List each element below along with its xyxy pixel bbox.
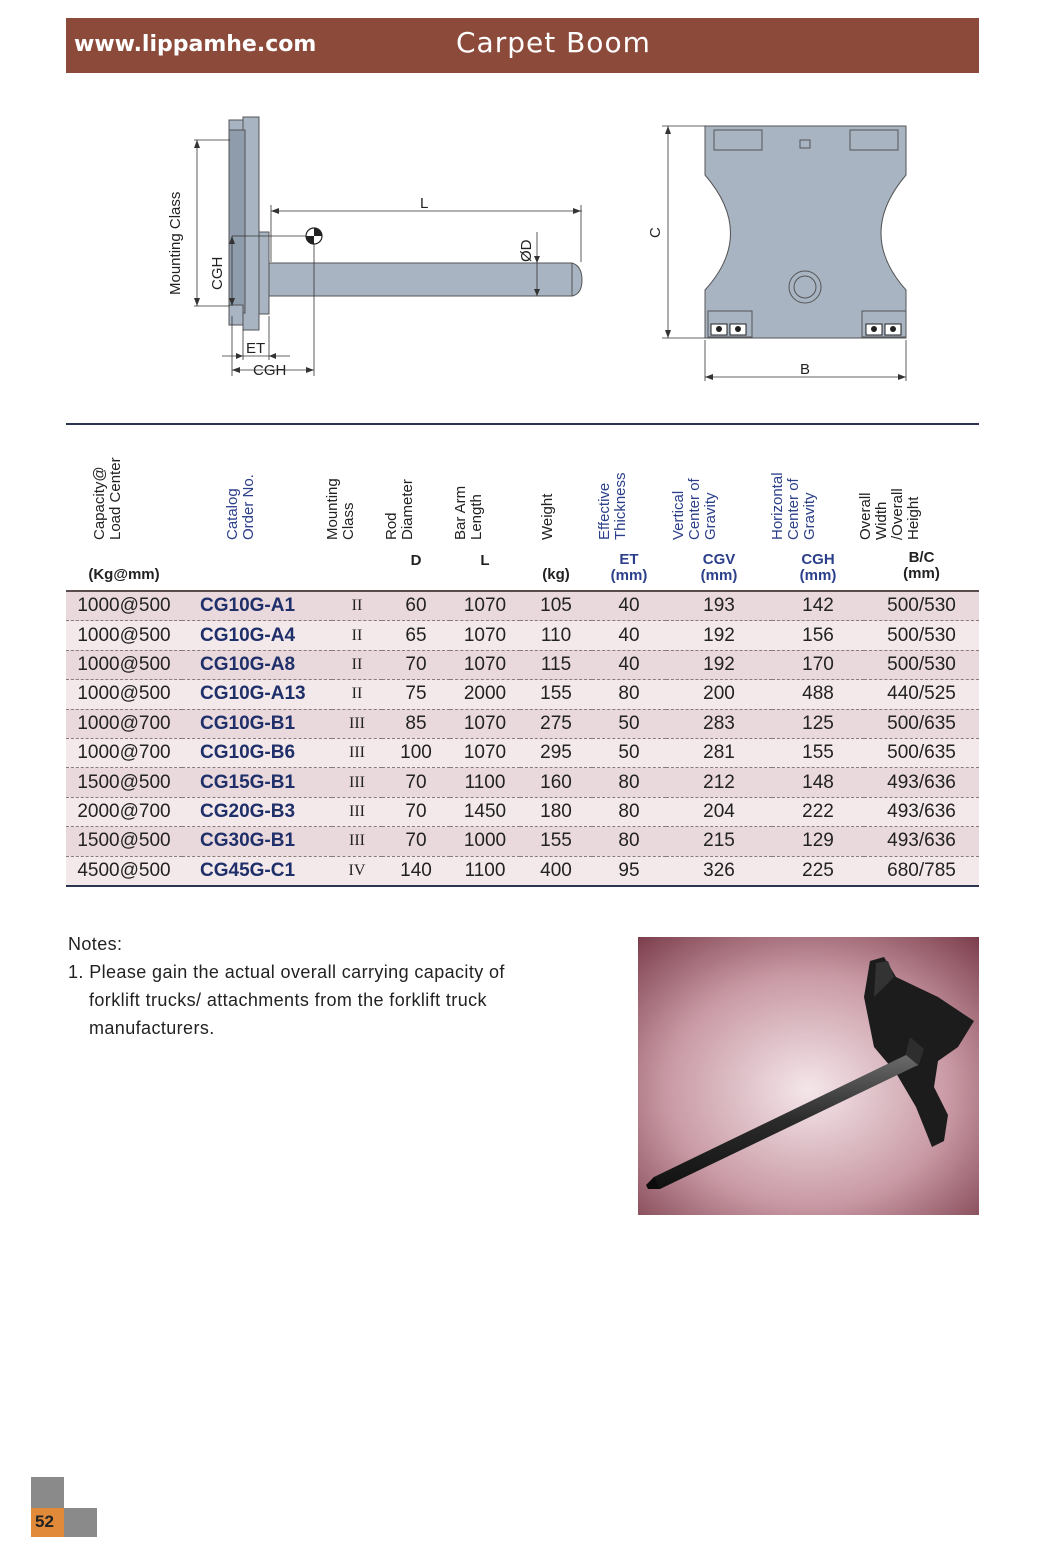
label-mounting-class: Mounting Class	[167, 191, 184, 295]
header-capacity: Capacity@ Load Center	[91, 457, 124, 540]
header-catalog: Catalog Order No.	[224, 474, 257, 540]
header-horizontal-cog: Horizontal Center of Gravity	[769, 472, 818, 540]
table-row: 1500@500 CG30G-B1 III 70 1000 155 80 215 129 493/636	[66, 827, 979, 856]
label-d: ØD	[518, 239, 535, 262]
table-row: 1000@500 CG10G-A4 II 65 1070 110 40 192 156 500/530	[66, 621, 979, 650]
sub-rod-diameter: D	[410, 552, 422, 569]
page-marker-block	[31, 1477, 64, 1508]
page-title: Carpet Boom	[456, 26, 651, 59]
sub-capacity: (Kg@mm)	[88, 566, 160, 583]
table-row: 1000@700 CG10G-B1 III 85 1070 275 50 283 125 500/635	[66, 709, 979, 738]
table-row: 4500@500 CG45G-C1 IV 140 1100 400 95 326 225 680/785	[66, 856, 979, 886]
table-row: 1000@500 CG10G-A8 II 70 1070 115 40 192 170 500/530	[66, 650, 979, 679]
notes-line: 1. Please gain the actual overall carrying capacity of	[68, 962, 505, 982]
notes-title: Notes:	[68, 934, 123, 954]
label-et: ET	[246, 340, 266, 357]
specifications-table	[66, 590, 979, 887]
table-row: 1000@500 CG10G-A1 II 60 1070 105 40 193 142 500/530	[66, 591, 979, 621]
section-divider	[66, 423, 979, 425]
table-row: 1000@500 CG10G-A13 II 75 2000 155 80 200 488 440/525	[66, 680, 979, 709]
label-cgh-horizontal: CGH	[253, 362, 287, 379]
sub-bar-arm-length: L	[480, 552, 490, 569]
header-weight: Weight	[539, 493, 556, 540]
label-cgh-vertical: CGH	[209, 256, 226, 290]
header-effective-thickness: Effective Thickness	[596, 472, 629, 540]
header-vertical-cog: Vertical Center of Gravity	[670, 478, 719, 540]
sub-effective-thickness: ET (mm)	[610, 551, 648, 584]
label-l: L	[420, 195, 429, 212]
header-overall-size: Overall Width /Overall Height	[856, 488, 922, 540]
page-number: 52	[35, 1512, 54, 1531]
header-mounting-class: Mounting Class	[324, 478, 357, 540]
sub-vertical-cog: CGV (mm)	[700, 551, 738, 584]
front-view-drawing	[647, 126, 906, 381]
page-marker-block	[64, 1508, 97, 1537]
table-row: 1500@500 CG15G-B1 III 70 1100 160 80 212 148 493/636	[66, 768, 979, 797]
sub-horizontal-cog: CGH (mm)	[799, 551, 837, 584]
table-row: 2000@700 CG20G-B3 III 70 1450 180 80 204 222 493/636	[66, 797, 979, 826]
side-view-drawing	[167, 117, 582, 379]
header-rod-diameter: Rod Diameter	[383, 479, 416, 540]
website-url: www.lippamhe.com	[74, 32, 317, 57]
table-row: 1000@700 CG10G-B6 III 100 1070 295 50 281 155 500/635	[66, 738, 979, 767]
header-bar-arm-length: Bar Arm Length	[452, 485, 485, 540]
technical-diagram	[0, 0, 1057, 420]
product-photo	[638, 937, 979, 1215]
sub-overall-size: B/C (mm)	[903, 549, 940, 582]
sub-weight: (kg)	[542, 566, 570, 583]
notes-section	[68, 930, 505, 1042]
notes-line: forklift trucks/ attachments from the forklift truck	[89, 990, 487, 1010]
label-b: B	[800, 361, 811, 378]
label-c: C	[647, 227, 664, 238]
notes-line: manufacturers.	[89, 1018, 215, 1038]
